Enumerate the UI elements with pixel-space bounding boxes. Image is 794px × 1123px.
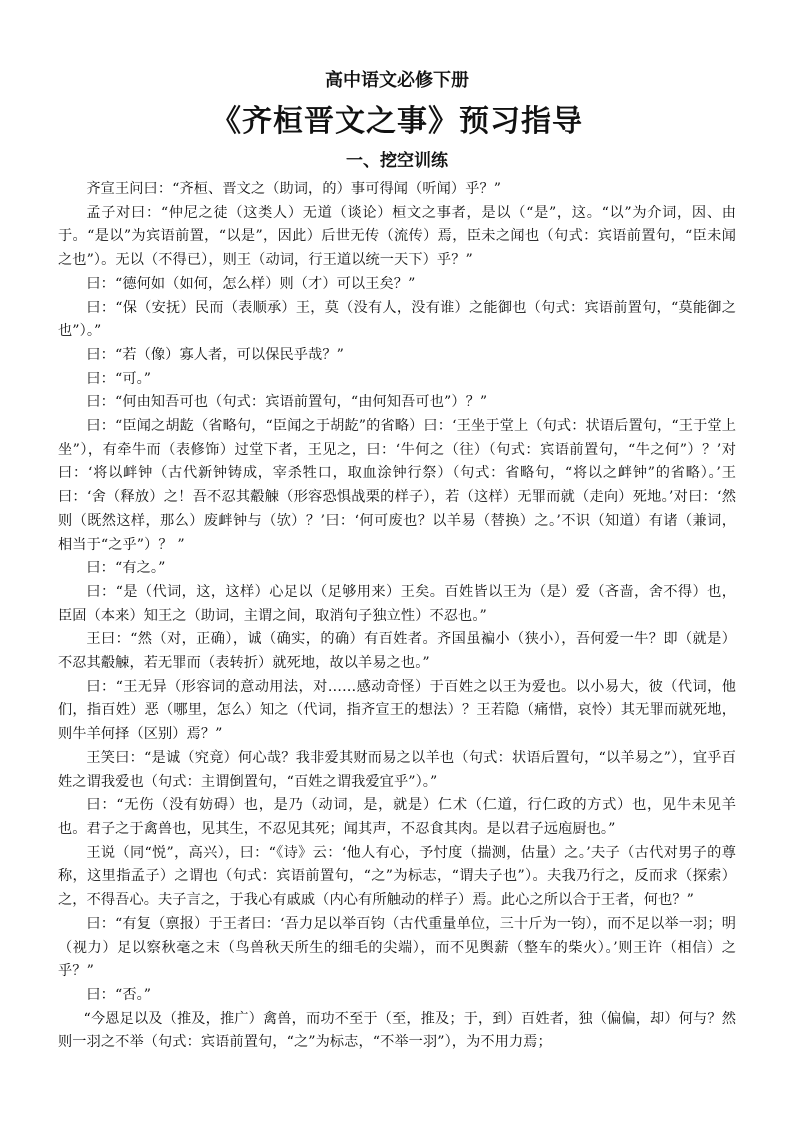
paragraph: 齐宣王问曰：“齐桓、晋文之（助词，的）事可得闻（听闻）乎？” [86, 181, 502, 197]
paragraph: 曰：“保（安抚）民而（表顺承）王，莫（没有人，没有谁）之能御也（句式：宾语前置句，“莫能御之也”）。” [58, 299, 736, 340]
paragraph: 曰：“可。” [86, 370, 152, 387]
paragraph: 孟子对曰：“仲尼之徒（这类人）无道（谈论）桓文之事者，是以（“是”，这。“以”为介词，因、由于。“是以”为宾语前置，“以是”，因此）后世无传（流传）焉，臣未之闻也（句式：宾语前置句，“臣未闻之也”）。无以（不得已），则王（动词，行王道以统一天下）乎？” [58, 204, 736, 269]
body-text [58, 178, 736, 1055]
paragraph: 曰：“有之。” [86, 560, 166, 577]
paragraph: “今恩足以及（推及，推广）禽兽，而功不至于（至，推及；于，到）百姓者，独（偏偏，却）何与？然则一羽之不举（句式：宾语前置句，“之”为标志，“不举一羽”），为不用力焉； [58, 1010, 736, 1051]
page-title: 《齐桓晋文之事》预习指导 [211, 104, 583, 139]
paragraph: 王说（同“悦”，高兴），曰：“《诗》云：‘他人有心，予忖度（揣测，估量）之。’夫子（古代对男子的尊称，这里指孟子）之谓也（句式：宾语前置句，“之”为标志，“谓夫子也”）。夫我乃行之，反而求（探索）之，不得吾心。夫子言之，于我心有戚戚（内心有所触动的样子）焉。此心之所以合于王者，何也？” [58, 844, 736, 909]
paragraph: 曰：“何由知吾可也（句式：宾语前置句，“由何知吾可也”）？” [86, 394, 488, 411]
paragraph: 曰：“王无异（形容词的意动用法，对……感动奇怪）于百姓之以王为爱也。以小易大，彼（代词，他们，指百姓）恶（哪里，怎么）知之（代词，指齐宣王的想法）？王若隐（痛惜，哀怜）其无罪而就死地，则牛羊何择（区别）焉？” [58, 678, 736, 743]
paragraph: 曰：“有复（禀报）于王者曰：‘吾力足以举百钧（古代重量单位，三十斤为一钧），而不足以举一羽；明（视力）足以察秋毫之末（鸟兽秋天所生的细毛的尖端），而不见舆薪（整车的柴火）。’则王许（相信）之乎？” [58, 915, 736, 980]
paragraph: 王笑曰：“是诚（究竟）何心哉？我非爱其财而易之以羊也（句式：状语后置句，“以羊易之”），宜乎百姓之谓我爱也（句式：主谓倒置句，“百姓之谓我爱宜乎”）。” [58, 749, 736, 790]
paragraph: 曰：“是（代词，这，这样）心足以（足够用来）王矣。百姓皆以王为（是）爱（吝啬，舍不得）也，臣固（本来）知王之（助词，主谓之间，取消句子独立性）不忍也。” [58, 583, 736, 624]
paragraph: 曰：“臣闻之胡龁（省略句，“臣闻之于胡龁”的省略）曰：‘王坐于堂上（句式：状语后置句，“王于堂上坐”），有牵牛而（表修饰）过堂下者，王见之，曰：‘牛何之（往）（句式：宾语前置句，“牛之何”）？’对曰：‘将以衅钟（古代新钟铸成，宰杀牲口，取血涂钟行祭）（句式：省略句，“将以之衅钟”的省略）。’王曰：‘舍（释放）之！吾不忍其觳觫（形容恐惧战栗的样子），若（这样）无罪而就（走向）死地。’对曰：‘然则（既然这样，那么）废衅钟与（欤）？’曰：‘何可废也？以羊易（替换）之。’不识（知道）有诸（兼词，相当于“之乎”）？ ” [58, 418, 736, 553]
paragraph: 曰：“德何如（如何，怎么样）则（才）可以王矣？” [86, 275, 416, 292]
paragraph: 曰：“否。” [86, 986, 152, 1003]
page-header: 高中语文必修下册 [325, 70, 469, 91]
section-heading: 一、挖空训练 [346, 151, 448, 171]
paragraph: 王曰：“然（对，正确），诚（确实，的确）有百姓者。齐国虽褊小（狭小），吾何爱一牛？即（就是）不忍其觳觫，若无罪而（表转折）就死地，故以羊易之也。” [58, 631, 736, 672]
paragraph: 曰：“无伤（没有妨碍）也，是乃（动词，是，就是）仁术（仁道，行仁政的方式）也，见牛未见羊也。君子之于禽兽也，见其生，不忍见其死；闻其声，不忍食其肉。是以君子远庖厨也。” [58, 797, 736, 837]
paragraph: 曰：“若（像）寡人者，可以保民乎哉？” [86, 346, 344, 363]
